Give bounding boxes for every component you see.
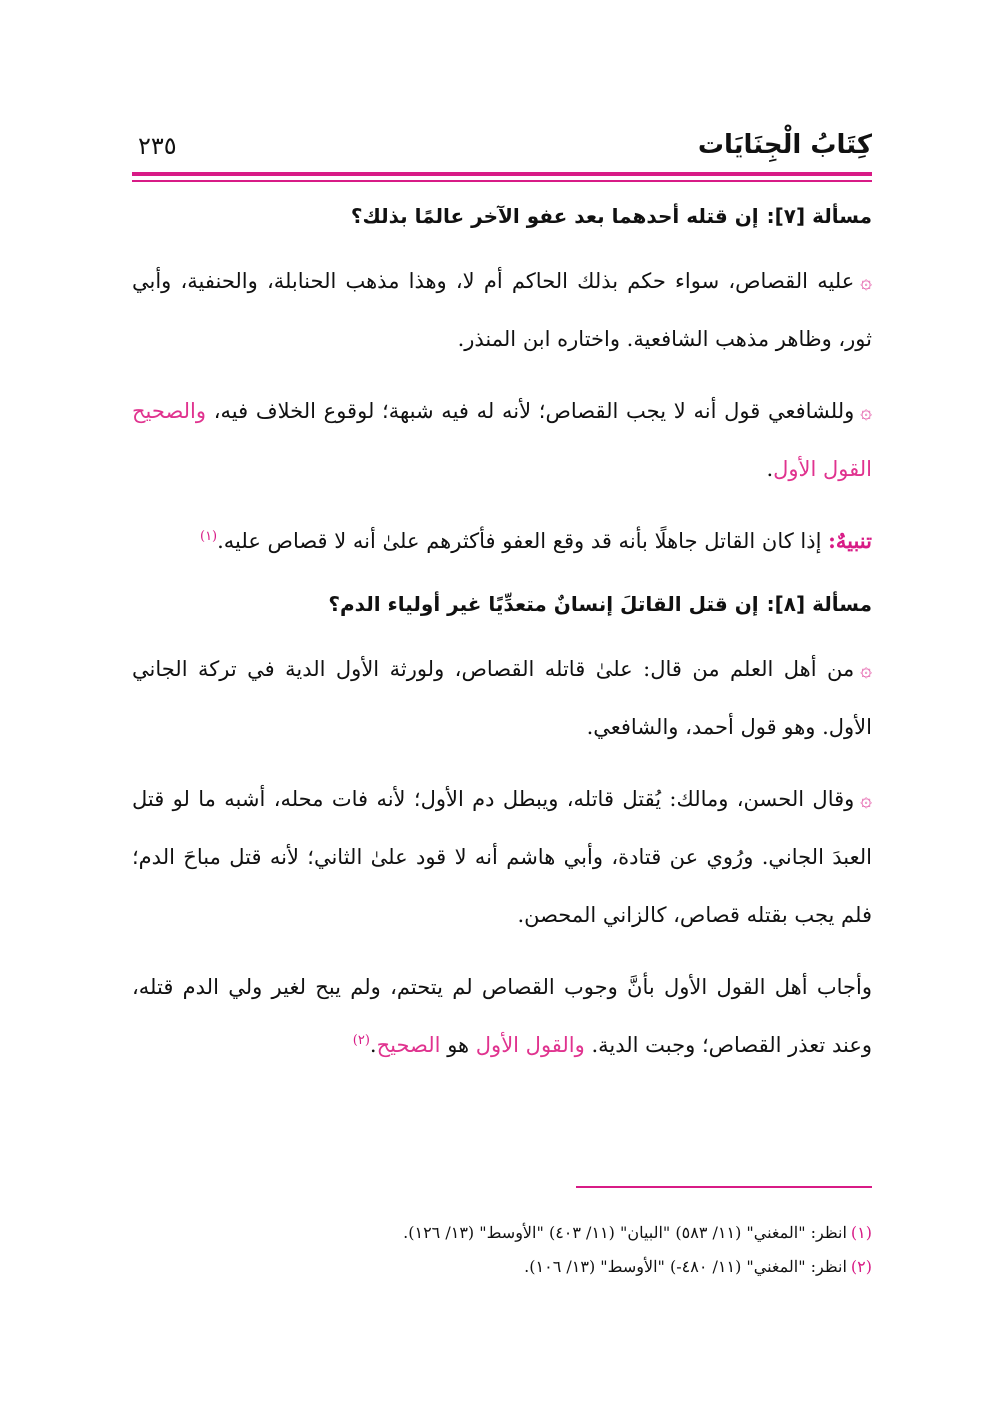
paragraph [132, 382, 872, 498]
paragraph [132, 252, 872, 368]
highlighted-phrase: الصحيح [376, 1033, 441, 1057]
issue-label: مسألة [٧]: [766, 204, 872, 228]
page-header [132, 118, 872, 174]
note-label: تنبيهٌ: [828, 528, 872, 553]
book-page [132, 0, 872, 1418]
issue-question: إن قتل القاتلَ إنسانٌ متعدِّيًا غير أولياء الدم؟ [328, 592, 759, 616]
flower-bullet-icon: ۞ [860, 787, 872, 811]
footnote-ref[interactable]: (١) [199, 529, 218, 544]
issue-heading [132, 196, 872, 236]
issue-heading [132, 584, 872, 624]
paragraph-middle: هو [440, 1033, 476, 1057]
footnotes [132, 1216, 872, 1284]
flower-bullet-icon: ۞ [860, 269, 872, 293]
paragraph [132, 770, 872, 944]
footnote-text: انظر: "المغني" (١١/ ٥٨٣) "البيان" (١١/ ٤٠٣) "الأوسط" (١٣/ ١٢٦). [403, 1223, 847, 1242]
flower-bullet-icon: ۞ [860, 399, 872, 423]
paragraph-text: وللشافعي قول أنه لا يجب القصاص؛ لأنه له فيه شبهة؛ لوقوع الخلاف فيه، [206, 399, 855, 423]
footnote-item [132, 1250, 872, 1284]
footnote-ref[interactable]: (٢) [352, 1033, 370, 1048]
paragraph-text: وقال الحسن، ومالك: يُقتل قاتله، ويبطل دم الأول؛ لأنه فات محله، أشبه ما لو قتل العبدَ الجاني. ورُوي عن قتادة، وأبي هاشم أنه لا قود علىٰ الثاني؛ لأنه قتل مباحَ الدم؛ فلم يجب بقتله قصاص، كالزاني المحصن. [132, 787, 872, 927]
issue-label: مسألة [٨]: [766, 592, 872, 616]
header-rule-thick [132, 172, 872, 176]
header-rule-thin [132, 180, 872, 182]
note-text: إذا كان القاتل جاهلًا بأنه قد وقع العفو فأكثرهم علىٰ أنه لا قصاص عليه. [217, 529, 822, 553]
footnote-text: انظر: "المغني" (١١/ ٤٨٠-) "الأوسط" (١٣/ ١٠٦). [524, 1257, 847, 1276]
chapter-title: كِتَابُ الْجِنَايَات [697, 130, 872, 160]
highlighted-phrase: والقول الأول [475, 1033, 585, 1057]
paragraph-text: من أهل العلم من قال: علىٰ قاتله القصاص، ولورثة الأول الدية في تركة الجاني الأول. وهو قول أحمد، والشافعي. [132, 657, 872, 739]
page-number: ٢٣٥ [138, 132, 177, 160]
paragraph [132, 640, 872, 756]
footnote-item [132, 1216, 872, 1250]
footnote-number: (٢) [850, 1257, 872, 1276]
highlighted-conclusion: والصحيح القول الأول [132, 399, 872, 481]
paragraph-text: وأجاب أهل القول الأول بأنَّ وجوب القصاص لم يتحتم، ولم يبح لغير ولي الدم قتله، وعند تعذر القصاص؛ وجبت الدية. [132, 975, 872, 1057]
paragraph [132, 958, 872, 1074]
paragraph-text: عليه القصاص، سواء حكم بذلك الحاكم أم لا، وهذا مذهب الحنابلة، والحنفية، وأبي ثور، وظاهر مذهب الشافعية. واختاره ابن المنذر. [132, 269, 872, 351]
issue-question: إن قتله أحدهما بعد عفو الآخر عالمًا بذلك؟ [350, 204, 759, 228]
footnote-separator [576, 1186, 872, 1188]
note-paragraph [132, 512, 872, 570]
paragraph-end: . [369, 1033, 377, 1057]
flower-bullet-icon: ۞ [860, 657, 872, 681]
footnote-number: (١) [850, 1223, 872, 1242]
page-content [132, 196, 872, 1088]
paragraph-end: . [766, 457, 774, 481]
